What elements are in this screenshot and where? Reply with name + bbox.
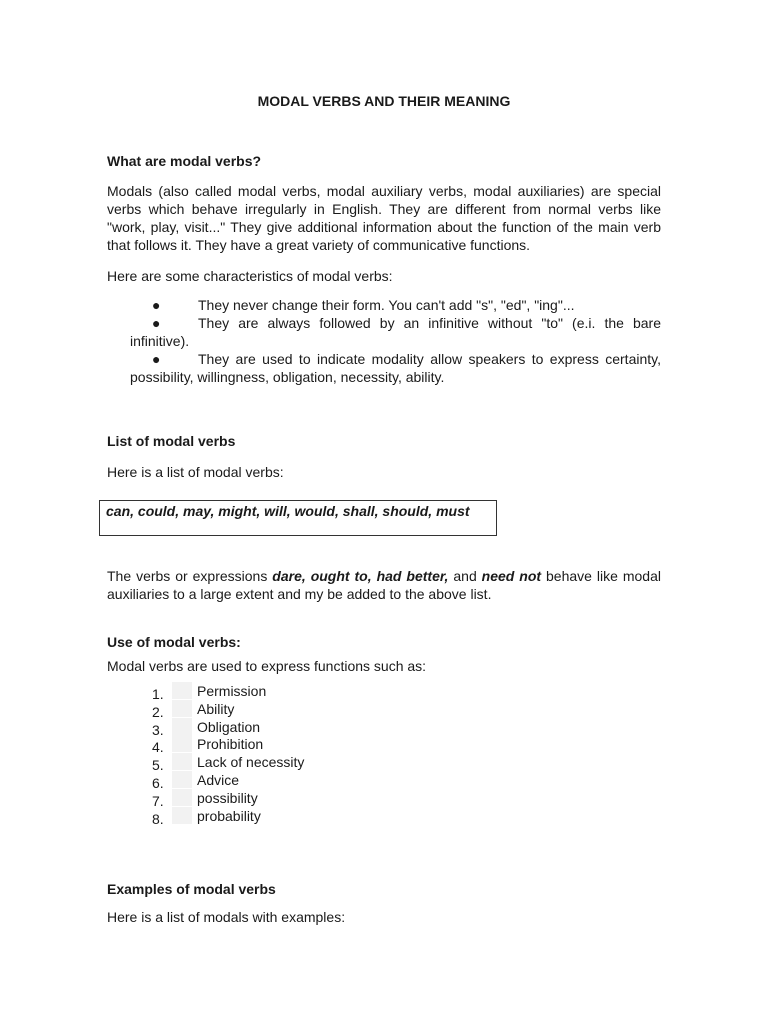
section-heading-examples: Examples of modal verbs <box>107 881 276 897</box>
list-item <box>107 700 304 718</box>
list-number: 7. <box>152 792 164 809</box>
bullet-text: They are used to indicate modality allow speakers to express certainty, possibility, willingness, obligation, necessity, ability. <box>130 351 661 385</box>
bullet-text: They are always followed by an infinitive without "to" (e.i. the bare infinitive). <box>130 315 661 349</box>
list-item <box>107 771 304 789</box>
list-item <box>130 296 661 314</box>
list-label: Advice <box>197 771 240 788</box>
list-number: 2. <box>152 703 164 720</box>
list-item <box>107 789 304 807</box>
list-label: probability <box>197 807 261 824</box>
characteristics-intro: Here are some characteristics of modal verbs: <box>107 268 393 284</box>
list-label: Obligation <box>197 718 261 735</box>
list-item <box>107 753 305 774</box>
examples-intro: Here is a list of modals with examples: <box>107 909 346 925</box>
section-heading-list-of-modals: List of modal verbs <box>107 433 236 449</box>
list-number: 5. <box>152 757 164 774</box>
list-item <box>107 682 304 700</box>
list-number: 8. <box>152 810 164 827</box>
bullet-icon: ● <box>152 315 161 331</box>
list-item <box>130 350 661 386</box>
page-title: MODAL VERBS AND THEIR MEANING <box>257 93 511 109</box>
section-heading-what-are-modals: What are modal verbs? <box>107 153 262 169</box>
bullet-icon: ● <box>152 351 161 367</box>
section-heading-use-of-modals: Use of modal verbs: <box>107 634 241 650</box>
modal-verbs-box: can, could, may, might, will, would, shall, should, must <box>99 500 497 536</box>
list-item <box>130 314 661 350</box>
emphasis-need-not: need not <box>481 568 542 584</box>
paragraph-definition: Modals (also called modal verbs, modal auxiliary verbs, modal auxiliaries) are special verbs which behave irregularly in English. They are different from normal verbs like "work, play, visit..." They give additional information about the function of the main verb that follows it. They have a great variety of communicative functions. <box>107 183 661 253</box>
text-run: and <box>448 568 482 584</box>
bullet-text: They never change their form. You can't add "s", "ed", "ing"... <box>198 297 575 313</box>
list-item <box>107 807 304 825</box>
list-number: 4. <box>152 739 164 756</box>
list-item <box>107 718 304 736</box>
bullet-icon: ● <box>152 297 161 313</box>
list-number: 6. <box>152 774 164 791</box>
functions-intro: Modal verbs are used to express functions such as: <box>107 658 427 674</box>
list-intro: Here is a list of modal verbs: <box>107 464 284 480</box>
list-label: possibility <box>197 789 258 806</box>
characteristics-list <box>130 296 661 386</box>
functions-list <box>107 682 305 827</box>
list-number: 3. <box>152 721 164 738</box>
list-label: Lack of necessity <box>197 754 305 771</box>
list-label: Permission <box>197 683 267 699</box>
text-run: behave like modal auxiliaries to a large extent and my be added to the above list. <box>107 568 661 602</box>
list-label: Prohibition <box>197 736 264 753</box>
emphasis-expressions: dare, ought to, had better, <box>272 568 449 584</box>
text-run: The verbs or expressions <box>107 568 273 584</box>
list-label: Ability <box>197 700 235 717</box>
paragraph-expressions <box>107 567 661 603</box>
list-item <box>107 735 304 756</box>
list-number: 1. <box>152 686 164 702</box>
